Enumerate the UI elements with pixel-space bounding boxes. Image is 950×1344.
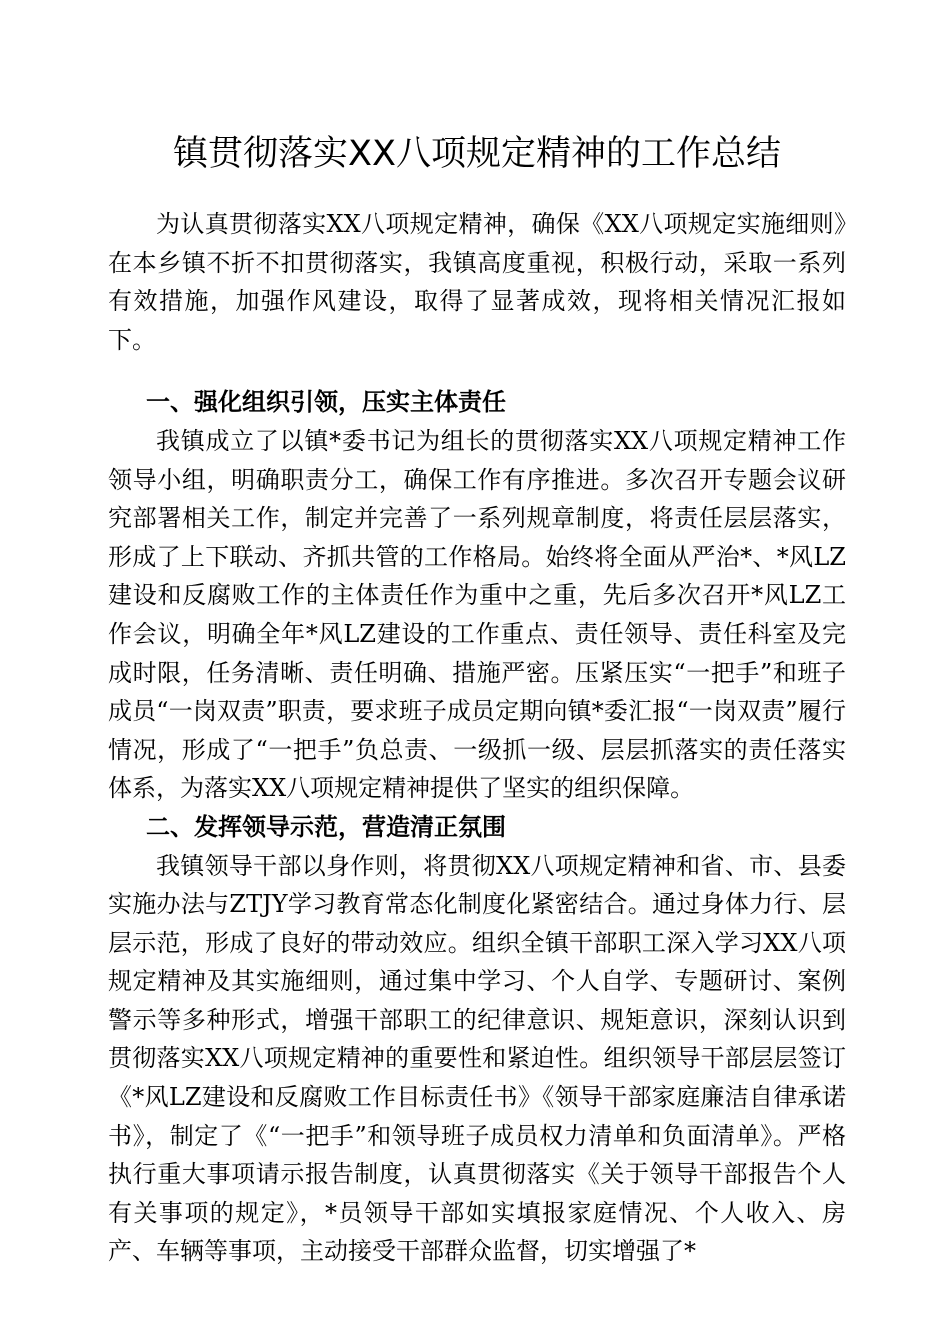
intro-paragraph: 为认真贯彻落实XX八项规定精神，确保《XX八项规定实施细则》在本乡镇不折不扣贯彻落实，我镇高度重视，积极行动，采取一系列有效措施，加强作风建设，取得了显著成效，现将相关情况汇报如下。: [108, 210, 846, 354]
document-body: [108, 205, 846, 1271]
section-heading-1: 一、强化组织引领，压实主体责任: [146, 387, 506, 417]
section-heading-2: 二、发挥领导示范，营造清正氛围: [146, 811, 506, 841]
document-title: 镇贯彻落实XX八项规定精神的工作总结: [173, 134, 781, 174]
section-paragraph-1: 我镇成立了以镇*委书记为组长的贯彻落实XX八项规定精神工作领导小组，明确职责分工，确保工作有序推进。多次召开专题会议研究部署相关工作，制定并完善了一系列规章制度，将责任层层落实，形成了上下联动、齐抓共管的工作格局。始终将全面从严治*、*风LZ建设和反腐败工作的主体责任作为重中之重，先后多次召开*风LZ工作会议，明确全年*风LZ建设的工作重点、责任领导、责任科室及完成时限，任务清晰、责任明确、措施严密。压紧压实“一把手”和班子成员“一岗双责”职责，要求班子成员定期向镇*委汇报“一岗双责”履行情况，形成了“一把手”负总责、一级抓一级、层层抓落实的责任落实体系，为落实XX八项规定精神提供了坚实的组织保障。: [108, 426, 846, 803]
section-paragraph-2: 我镇领导干部以身作则，将贯彻XX八项规定精神和省、市、县委实施办法与ZTJY学习教育常态化制度化紧密结合。通过身体力行、层层示范，形成了良好的带动效应。组织全镇干部职工深入学习XX八项规定精神及其实施细则，通过集中学习、个人自学、专题研讨、案例警示等多种形式，增强干部职工的纪律意识、规矩意识，深刻认识到贯彻落实XX八项规定精神的重要性和紧迫性。组织领导干部层层签订《*风LZ建设和反腐败工作目标责任书》《领导干部家庭廉洁自律承诺书》，制定了《“一把手”和领导班子成员权力清单和负面清单》。严格执行重大事项请示报告制度，认真贯彻落实《关于领导干部报告个人有关事项的规定》，*员领导干部如实填报家庭情况、个人收入、房产、车辆等事项，主动接受干部群众监督，切实增强了*: [108, 851, 846, 1266]
